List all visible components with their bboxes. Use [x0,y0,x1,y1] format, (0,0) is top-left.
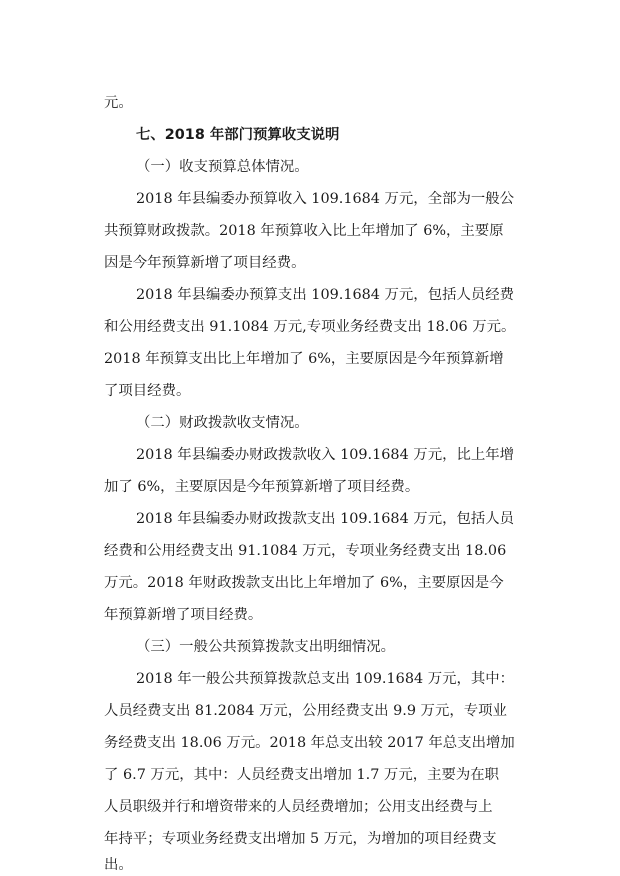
text-line: 年预算新增了项目经费。 [104,607,263,623]
subsection-heading: （三）一般公共预算拨款支出明细情况。 [136,639,396,655]
text-line: 2018 年县编委办预算支出 109.1684 万元，包括人员经费 [136,287,515,303]
text-line: 2018 年县编委办预算收入 109.1684 万元，全部为一般公 [136,191,515,207]
text-line: 2018 年预算支出比上年增加了 6%，主要原因是今年预算新增 [104,351,504,367]
text-line: 共预算财政拨款。2018 年预算收入比上年增加了 6%，主要原 [104,223,504,239]
text-line: 经费和公用经费支出 91.1084 万元，专项业务经费支出 18.06 [104,543,507,559]
text-line: 加了 6%，主要原因是今年预算新增了项目经费。 [104,479,420,495]
text-line: 和公用经费支出 91.1084 万元,专项业务经费支出 18.06 万元。 [104,319,516,335]
subsection-heading: （二）财政拨款收支情况。 [136,415,309,431]
text-line: 元。 [104,95,133,111]
section-heading: 七、2018 年部门预算收支说明 [136,127,340,143]
text-line: 因是今年预算新增了项目经费。 [104,255,306,271]
text-line: 万元。2018 年财政拨款支出比上年增加了 6%，主要原因是今 [104,575,504,591]
text-line: 出。 [104,857,133,873]
subsection-heading: （一）收支预算总体情况。 [136,159,309,175]
text-line: 人员经费支出 81.2084 万元，公用经费支出 9.9 万元，专项业 [104,703,507,719]
text-line: 了项目经费。 [104,383,191,399]
text-line: 2018 年一般公共预算拨款总支出 109.1684 万元，其中： [136,671,515,687]
text-line: 2018 年县编委办财政拨款支出 109.1684 万元，包括人员 [136,511,515,527]
text-line: 了 6.7 万元，其中：人员经费支出增加 1.7 万元，主要为在职 [104,767,500,783]
text-line: 务经费支出 18.06 万元。2018 年总支出较 2017 年总支出增加 [104,735,515,751]
text-line: 人员职级并行和增资带来的人员经费增加；公用支出经费与上 [104,799,493,815]
text-line: 年持平；专项业务经费支出增加 5 万元，为增加的项目经费支 [104,831,497,847]
text-line: 2018 年县编委办财政拨款收入 109.1684 万元，比上年增 [136,447,515,463]
